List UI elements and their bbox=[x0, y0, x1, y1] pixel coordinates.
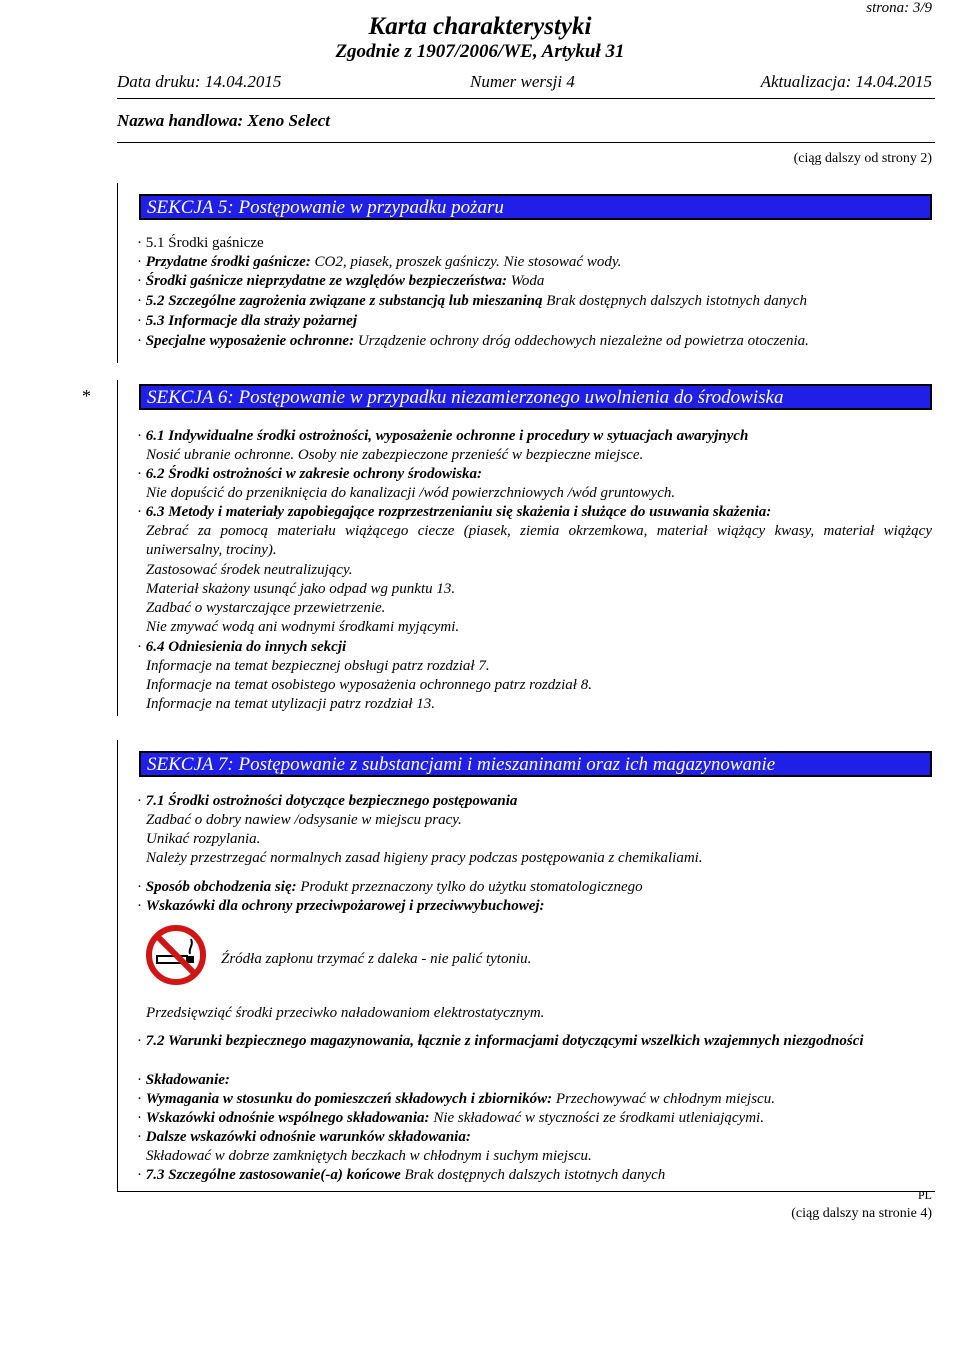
s7-text: Zadbać o dobry nawiew /odsysanie w miejscu pracy. bbox=[146, 812, 462, 828]
s6-line: · 6.1 Indywidualne środki ostrożności, wyposażenie ochronne i procedury w sytuacjach awaryjnych bbox=[137, 428, 749, 444]
s6-text: Nie dopuścić do przeniknięcia do kanalizacji /wód powierzchniowych /wód gruntowych. bbox=[146, 485, 676, 501]
continued-to: (ciąg dalszy na stronie 4) bbox=[791, 1206, 932, 1221]
s6-text: Zebrać za pomocą materiału wiążącego ciecze (piasek, ziemia okrzemkowa, materiał wiążący kwasy, materiał wiążący uniwersalny, trociny). bbox=[146, 523, 932, 558]
s6-line: · 6.4 Odniesienia do innych sekcji bbox=[137, 639, 347, 655]
s6-text: Informacje na temat utylizacji patrz rozdział 13. bbox=[146, 696, 436, 712]
s5-line: · Specjalne wyposażenie ochronne: Urządzenie ochrony dróg oddechowych niezależne od powietrza otoczenia. bbox=[137, 333, 809, 349]
s7-line: · 7.1 Środki ostrożności dotyczące bezpiecznego postępowania bbox=[137, 793, 518, 809]
s7-line: · 7.2 Warunki bezpiecznego magazynowania, łącznie z informacjami dotyczącymi wszelkich wzajemnych niezgodności bbox=[137, 1033, 864, 1049]
s7-line: · Wskazówki dla ochrony przeciwpożarowej i przeciwwybuchowej: bbox=[137, 898, 545, 914]
trade-name: Nazwa handlowa: Xeno Select bbox=[117, 111, 330, 130]
s7-text: Należy przestrzegać normalnych zasad higieny pracy podczas postępowania z chemikaliami. bbox=[146, 850, 703, 866]
document-subtitle: Zgodnie z 1907/2006/WE, Artykuł 31 bbox=[335, 41, 625, 62]
s6-line: · 6.2 Środki ostrożności w zakresie ochrony środowiska: bbox=[137, 466, 483, 482]
s5-line: · 5.1 Środki gaśnicze bbox=[137, 235, 264, 251]
section-6-header bbox=[139, 384, 932, 410]
print-date: Data druku: 14.04.2015 bbox=[117, 72, 282, 91]
document-title: Karta charakterystyki bbox=[368, 13, 592, 40]
s7-line: · Składowanie: bbox=[137, 1072, 230, 1088]
section-7-frame bbox=[117, 740, 118, 1191]
section-6-title: SEKCJA 6: Postępowanie w przypadku niezamierzonego uwolnienia do środowiska bbox=[147, 387, 784, 408]
footer-divider bbox=[117, 1191, 935, 1192]
s5-line: · 5.3 Informacje dla straży pożarnej bbox=[137, 313, 358, 329]
s5-line: · Przydatne środki gaśnicze: CO2, piasek, proszek gaśniczy. Nie stosować wody. bbox=[137, 254, 622, 270]
s6-text: Nosić ubranie ochronne. Osoby nie zabezpieczone przenieść w bezpieczne miejsce. bbox=[146, 447, 644, 463]
s5-line: · 5.2 Szczególne zagrożenia związane z substancją lub mieszaniną Brak dostępnych dalszych istotnych danych bbox=[137, 293, 808, 309]
s6-text: Informacje na temat bezpiecznej obsługi patrz rozdział 7. bbox=[146, 658, 490, 674]
continued-from: (ciąg dalszy od strony 2) bbox=[793, 151, 932, 166]
ignition-warning-text: Źródła zapłonu trzymać z daleka - nie palić tytoniu. bbox=[221, 951, 532, 967]
language-code: PL bbox=[917, 1188, 932, 1202]
s6-text: Nie zmywać wodą ani wodnymi środkami myjącymi. bbox=[146, 619, 460, 635]
trade-divider bbox=[117, 142, 935, 143]
version-number: Numer wersji 4 bbox=[470, 72, 575, 91]
s6-text: Informacje na temat osobistego wyposażenia ochronnego patrz rozdział 8. bbox=[146, 677, 592, 693]
s7-line: · Dalsze wskazówki odnośnie warunków składowania: bbox=[137, 1129, 471, 1145]
s6-text: Zadbać o wystarczające przewietrzenie. bbox=[146, 600, 386, 616]
s6-line: · 6.3 Metody i materiały zapobiegające rozprzestrzenianiu się skażenia i służące do usuwania skażenia: bbox=[137, 504, 772, 520]
header-divider bbox=[117, 98, 935, 99]
s7-line: · 7.3 Szczególne zastosowanie(-a) końcowe Brak dostępnych dalszych istotnych danych bbox=[137, 1167, 666, 1183]
s6-text: Zastosować środek neutralizujący. bbox=[146, 562, 353, 578]
section-7-title: SEKCJA 7: Postępowanie z substancjami i mieszaninami oraz ich magazynowanie bbox=[147, 754, 776, 775]
s6-text: Materiał skażony usunąć jako odpad wg punktu 13. bbox=[146, 581, 456, 597]
s7-text: Składować w dobrze zamkniętych beczkach w chłodnym i suchym miejscu. bbox=[146, 1148, 592, 1164]
section-7-header bbox=[139, 751, 932, 777]
page-number: strona: 3/9 bbox=[866, 0, 932, 16]
section-6-frame bbox=[117, 380, 118, 716]
section-5-title: SEKCJA 5: Postępowanie w przypadku pożaru bbox=[147, 197, 504, 218]
s5-line: · Środki gaśnicze nieprzydatne ze względów bezpieczeństwa: Woda bbox=[137, 273, 545, 289]
s7-text: Unikać rozpylania. bbox=[146, 831, 261, 847]
update-date: Aktualizacja: 14.04.2015 bbox=[760, 72, 932, 91]
s7-line: · Wymagania w stosunku do pomieszczeń składowych i zbiorników: Przechowywać w chłodnym miejscu. bbox=[137, 1091, 775, 1107]
section-5-header bbox=[139, 194, 932, 220]
s7-text: Przedsięwziąć środki przeciwko naładowaniom elektrostatycznym. bbox=[146, 1005, 545, 1021]
section-5-frame bbox=[117, 183, 118, 363]
revision-marker: * bbox=[82, 386, 91, 406]
s7-line: · Wskazówki odnośnie wspólnego składowania: Nie składować w styczności ze środkami utleniającymi. bbox=[137, 1110, 764, 1126]
s7-line: · Sposób obchodzenia się: Produkt przeznaczony tylko do użytku stomatologicznego bbox=[137, 879, 643, 895]
no-smoking-icon bbox=[145, 924, 207, 986]
